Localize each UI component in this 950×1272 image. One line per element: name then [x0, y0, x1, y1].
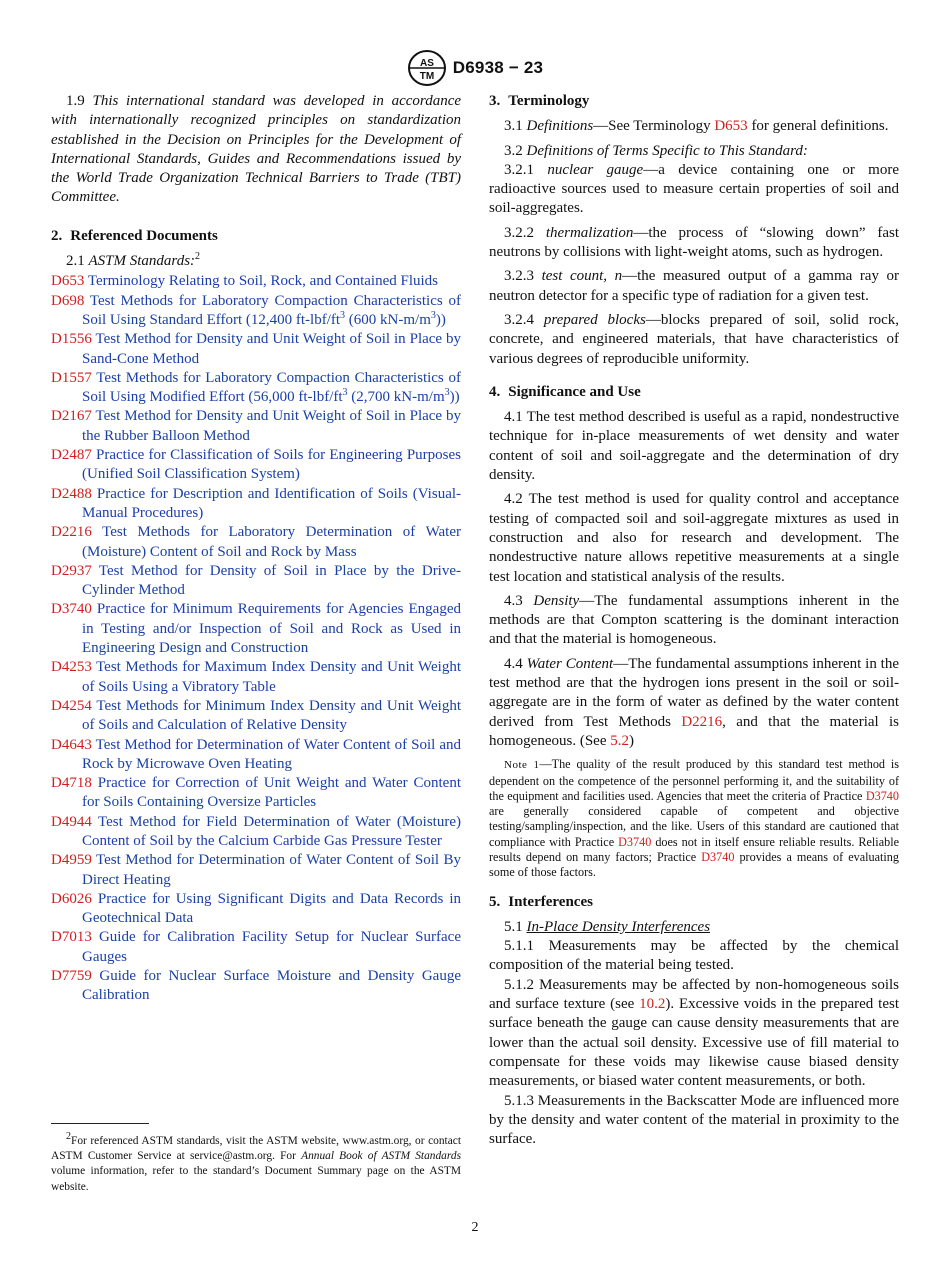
paragraph-3-1: 3.1 Definitions—See Terminology D653 for general definitions.	[504, 118, 889, 135]
reference-item	[51, 697, 461, 736]
reference-item	[51, 292, 461, 331]
reference-title-link[interactable]: Test Method for Density of Soil in Place by the Drive-Cylinder Method	[82, 562, 462, 599]
paragraph-3-2-2: 3.2.2 thermalization—the process of “slowing down” fast neutrons by collisions with light-weight atoms, such as hydrogen.	[489, 224, 899, 261]
document-id: D6938 − 23	[452, 58, 544, 77]
paragraph-3-2-1: 3.2.1 nuclear gauge—a device containing one or more radioactive sources used to measure certain properties of soil and soil-aggregates.	[489, 161, 900, 217]
page-number: 2	[471, 1220, 479, 1235]
link-d653[interactable]: D653	[714, 118, 748, 135]
link-d2216[interactable]: D2216	[681, 713, 723, 730]
reference-item	[51, 658, 461, 697]
reference-item	[51, 369, 461, 408]
reference-title-link[interactable]: Test Methods for Maximum Index Density and Unit Weight of Soils Using a Vibratory Table	[82, 659, 461, 695]
paragraph-4-2: 4.2 The test method is used for quality control and acceptance testing of compacted soil and soil-aggregate mixtures as used in construction and also for research and development. The nondestructive nature allows repetitive measurements at a single test location and statistical analysis of the results.	[489, 491, 899, 585]
paragraph-1-9: 1.9 This international standard was developed in accordance with internationally recognized principles on standardization established in the Decision on Principles for the Development of International Standards, Guides and Recommendations issued by the World Trade Organization Technical Barriers to Trade (TBT) Committee.	[51, 93, 462, 206]
reference-code-link[interactable]: D4643	[51, 736, 92, 753]
left-column	[51, 92, 461, 1006]
reference-code-link[interactable]: D2167	[51, 408, 92, 425]
referenced-documents-list	[51, 272, 461, 1005]
reference-item	[51, 600, 461, 658]
reference-code-link[interactable]: D698	[51, 292, 85, 309]
reference-item	[51, 967, 461, 1006]
reference-item	[51, 851, 461, 890]
page-header	[0, 48, 950, 88]
paragraph-4-4: 4.4 Water Content—The fundamental assumptions inherent in the test method are that the hydrogen ions present in the soil or soil-aggregate are in the form of water as defined by the water content derived from Test Methods D2216, and that the material is homogeneous. (See 5.2)	[489, 655, 900, 749]
reference-code-link[interactable]: D7013	[51, 929, 92, 946]
reference-title-link[interactable]: Test Methods for Minimum Index Density and Unit Weight of Soils and Calculation of Relative Density	[82, 697, 461, 734]
paragraph-4-1: 4.1 The test method described is useful as a rapid, nondestructive technique for in-place measurements of wet density and water content of soil and soil-aggregate and the determination of dry density.	[489, 409, 900, 484]
reference-title-link[interactable]: Practice for Classification of Soils for Engineering Purposes (Unified Soil Classification System)	[82, 447, 462, 483]
link-d3740[interactable]: D3740	[865, 788, 899, 803]
svg-text:AS: AS	[419, 58, 434, 69]
link-section-10-2[interactable]: 10.2	[639, 996, 666, 1013]
reference-title-link[interactable]: Practice for Correction of Unit Weight and Water Content for Soils Containing Oversize Particles	[82, 775, 462, 811]
reference-code-link[interactable]: D2487	[51, 447, 92, 464]
section-5-heading: 5. Interferences	[489, 893, 593, 910]
section-4-heading: 4. Significance and Use	[489, 383, 641, 400]
paragraph-5-1-2: 5.1.2 Measurements may be affected by non-homogeneous soils and surface texture (see 10.2). Excessive voids in the prepared test surface beneath the gauge can cause density measurements that are lower than the actual soil density. Excessive use of fill material to compensate for these voids may likewise cause biased density measurements, or biased water content measurements, or both.	[489, 976, 899, 1090]
section-3-heading: 3. Terminology	[489, 93, 590, 109]
reference-item	[51, 446, 461, 485]
paragraph-5-1: 5.1 In-Place Density Interferences	[504, 918, 711, 935]
note-1: Note 1—The quality of the result produced by this standard test method is dependent on the competence of the personnel performing it, and the suitability of the equipment and facilities used. Agencies that meet the criteria of Practice D3740 are generally considered capable of competent and objective testing/sampling/inspection, and the like. Users of this standard are cautioned that compliance with Practice D3740 does not in itself ensure reliable results. Reliable results depend on many factors; Practice D3740 provides a means of evaluating some of those factors.	[489, 757, 899, 880]
link-d3740[interactable]: D3740	[618, 834, 652, 849]
paragraph-4-3: 4.3 Density—The fundamental assumptions inherent in the methods are that Compton scattering is the dominant interaction and that the material is homogeneous.	[489, 592, 899, 648]
reference-title-link[interactable]: Test Methods for Laboratory Determination of Water (Moisture) Content of Soil and Rock by Mass	[82, 524, 461, 560]
reference-code-link[interactable]: D4944	[51, 813, 92, 830]
reference-item	[51, 928, 461, 967]
reference-title-link[interactable]: Test Methods for Laboratory Compaction Characteristics of Soil Using Modified Effort (56,000 $ft-lbf/ft^3$ (2,700 $kN-m/m^3$))	[82, 369, 461, 406]
reference-code-link[interactable]: D2937	[51, 562, 92, 579]
footnote-2: $^2$For referenced ASTM standards, visit the ASTM website, www.astm.org, or contact ASTM Customer Service at service@astm.org. For Annual Book of ASTM Standards volume information, refer to the standard’s Document Summary page on the ASTM website.	[51, 1131, 462, 1193]
reference-code-link[interactable]: D4253	[51, 659, 92, 676]
reference-code-link[interactable]: D653	[51, 273, 85, 290]
reference-title-link[interactable]: Practice for Using Significant Digits and Data Records in Geotechnical Data	[82, 890, 462, 927]
reference-code-link[interactable]: D4254	[51, 697, 92, 714]
reference-item	[51, 736, 461, 775]
reference-item	[51, 407, 461, 446]
reference-title-link[interactable]: Test Method for Density and Unit Weight of Soil in Place by Sand-Cone Method	[82, 331, 462, 367]
reference-code-link[interactable]: D4718	[51, 775, 92, 792]
reference-item	[51, 272, 461, 291]
reference-item	[51, 890, 461, 929]
reference-title-link[interactable]: Practice for Minimum Requirements for Agencies Engaged in Testing and/or Inspection of Soil and Rock as Used in Engineering Design and Construction	[82, 601, 461, 657]
reference-code-link[interactable]: D2488	[51, 485, 92, 502]
reference-code-link[interactable]: D2216	[51, 524, 92, 541]
reference-code-link[interactable]: D4959	[51, 852, 92, 869]
footnote-divider	[51, 1123, 149, 1124]
reference-code-link[interactable]: D1557	[51, 369, 92, 386]
reference-item	[51, 330, 461, 369]
reference-title-link[interactable]: Test Method for Density and Unit Weight of Soil in Place by the Rubber Balloon Method	[82, 408, 462, 444]
section-2-heading: 2. Referenced Documents	[51, 227, 218, 244]
reference-title-link[interactable]: Test Method for Determination of Water Content of Soil and Rock by Microwave Oven Heating	[82, 736, 461, 772]
reference-item	[51, 562, 461, 601]
reference-title-link[interactable]: Guide for Calibration Facility Setup for Nuclear Surface Gauges	[82, 929, 461, 965]
astm-logo-icon	[407, 49, 447, 87]
right-column	[489, 92, 899, 1149]
reference-item	[51, 774, 461, 813]
paragraph-3-2-3: 3.2.3 test count, n—the measured output of a gamma ray or neutron detector for a specific type of radiation for a given test.	[489, 268, 900, 304]
reference-code-link[interactable]: D7759	[51, 968, 92, 985]
svg-text:TM: TM	[419, 71, 435, 82]
reference-item	[51, 485, 461, 524]
reference-title-link[interactable]: Guide for Nuclear Surface Moisture and Density Gauge Calibration	[82, 968, 461, 1004]
reference-item	[51, 813, 461, 852]
paragraph-3-2-4: 3.2.4 prepared blocks—blocks prepared of soil, solid rock, concrete, and engineered materials, that have characteristics of various degrees of reproducible uniformity.	[489, 311, 899, 367]
paragraph-2-1: 2.1 ASTM Standards:$^2$	[66, 251, 201, 270]
link-section-5-2[interactable]: 5.2	[610, 732, 629, 749]
reference-title-link[interactable]: Test Method for Determination of Water Content of Soil By Direct Heating	[82, 852, 461, 888]
reference-code-link[interactable]: D3740	[51, 601, 92, 618]
reference-code-link[interactable]: D6026	[51, 890, 92, 907]
paragraph-5-1-1: 5.1.1 Measurements may be affected by the chemical composition of the material being tested.	[489, 938, 900, 974]
reference-title-link[interactable]: Terminology Relating to Soil, Rock, and Contained Fluids	[87, 273, 439, 290]
paragraph-3-2: 3.2 Definitions of Terms Specific to This Standard:	[504, 142, 808, 159]
link-d3740[interactable]: D3740	[701, 849, 735, 864]
reference-title-link[interactable]: Test Methods for Laboratory Compaction Characteristics of Soil Using Standard Effort (12,400 $ft-lbf/ft^3$ (600 $kN-m/m^3$))	[82, 292, 461, 328]
reference-title-link[interactable]: Test Method for Field Determination of Water (Moisture) Content of Soil by the Calcium Carbide Gas Pressure Tester	[82, 813, 462, 849]
reference-title-link[interactable]: Practice for Description and Identification of Soils (Visual-Manual Procedures)	[82, 485, 462, 521]
reference-item	[51, 523, 461, 562]
reference-code-link[interactable]: D1556	[51, 331, 92, 348]
paragraph-5-1-3: 5.1.3 Measurements in the Backscatter Mode are influenced more by the density and water content of the material in proximity to the surface.	[489, 1092, 900, 1148]
